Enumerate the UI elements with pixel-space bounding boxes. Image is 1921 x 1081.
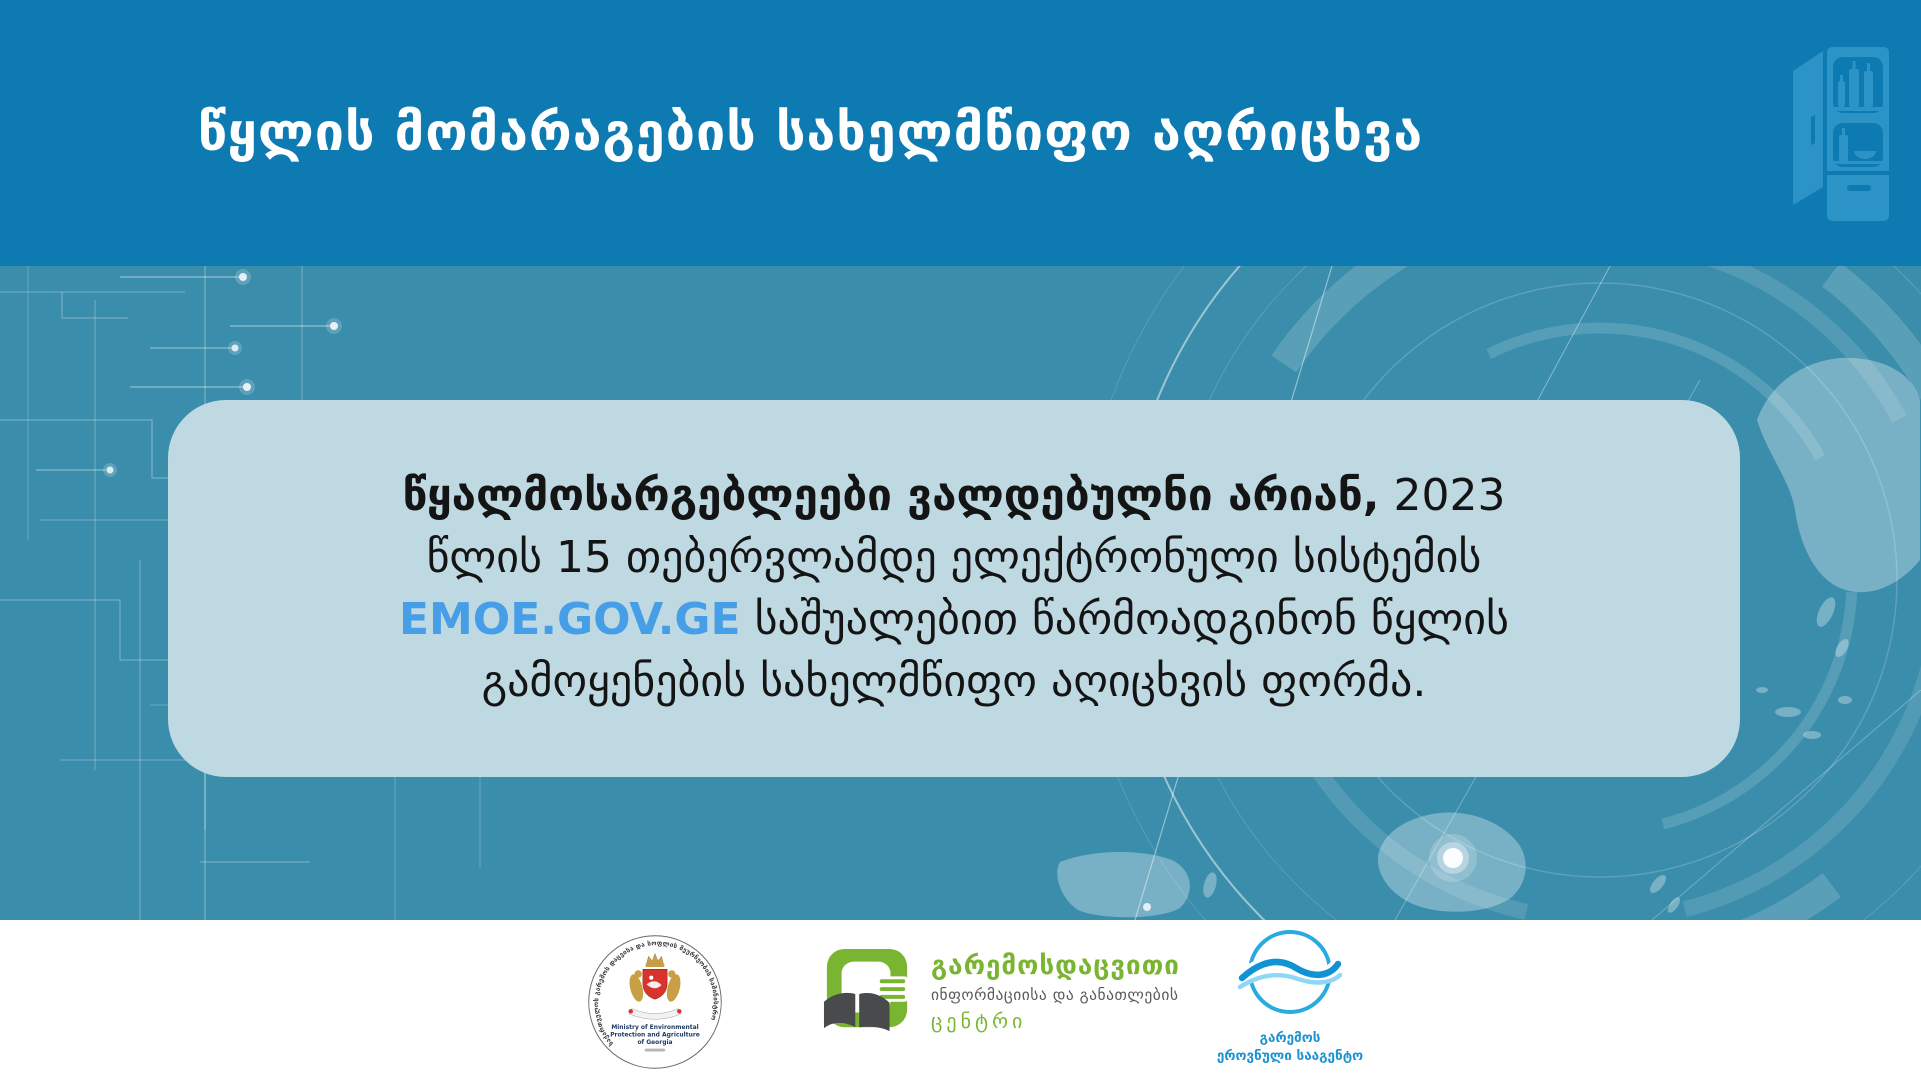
- fridge-icon: [1787, 33, 1893, 228]
- line-dot: [1143, 903, 1151, 911]
- eiec-subtitle2: ცენტრი: [931, 1009, 1027, 1033]
- seal-circular-text: საქართველოს გარემოს დაცვისა და სოფლის მეურნეობის სამინისტრო: [593, 940, 719, 1047]
- ministry-website-placeholder: [645, 1049, 666, 1052]
- nea-waves-icon: [1200, 926, 1380, 1066]
- card-line3-rest: საშუალებით წარმოადგინონ წყლის: [740, 593, 1510, 645]
- georgia-coat-of-arms-icon: [585, 932, 725, 1072]
- card-text-line-1: [399, 465, 1509, 527]
- location-glow-dot: [1429, 834, 1477, 882]
- ministry-name-line2: Protection and Agriculture: [610, 1031, 700, 1039]
- card-text-line-3: [399, 589, 1509, 651]
- eiec-text: [931, 951, 1180, 1033]
- ministry-seal-logo: [585, 932, 725, 1076]
- emoe-link: EMOE.GOV.GE: [398, 593, 741, 645]
- announcement-card: [168, 400, 1740, 777]
- eiec-book-icon: [823, 946, 913, 1038]
- card-text-line-2: წლის 15 თებერვლამდე ელექტრონული სისტემის: [426, 531, 1482, 583]
- header-bar: [0, 0, 1921, 266]
- card-text-line-4: გამოყენების სახელმწიფო აღიცხვის ფორმა.: [481, 655, 1427, 707]
- nea-name-line1: გარემოს: [1259, 1030, 1321, 1046]
- card-text: [399, 465, 1509, 713]
- page-title: წყლის მომარაგების სახელმწიფო აღრიცხვა: [197, 103, 1424, 163]
- body-background: [0, 266, 1921, 920]
- ministry-name-line1: Ministry of Environmental: [611, 1024, 699, 1032]
- nea-logo: [1200, 926, 1380, 1070]
- nea-name-line2: ეროვნული სააგენტო: [1216, 1048, 1364, 1064]
- ministry-name-line3: of Georgia: [637, 1039, 673, 1046]
- eiec-subtitle: ინფორმაციისა და განათლების: [931, 986, 1179, 1004]
- eiec-logo: [823, 946, 1180, 1038]
- eiec-title: გარემოსდაცვითი: [931, 951, 1180, 981]
- card-bold-text: წყალმოსარგებლეები ვალდებულნი არიან,: [402, 469, 1380, 521]
- card-year: 2023: [1379, 469, 1506, 521]
- footer: [0, 920, 1921, 1081]
